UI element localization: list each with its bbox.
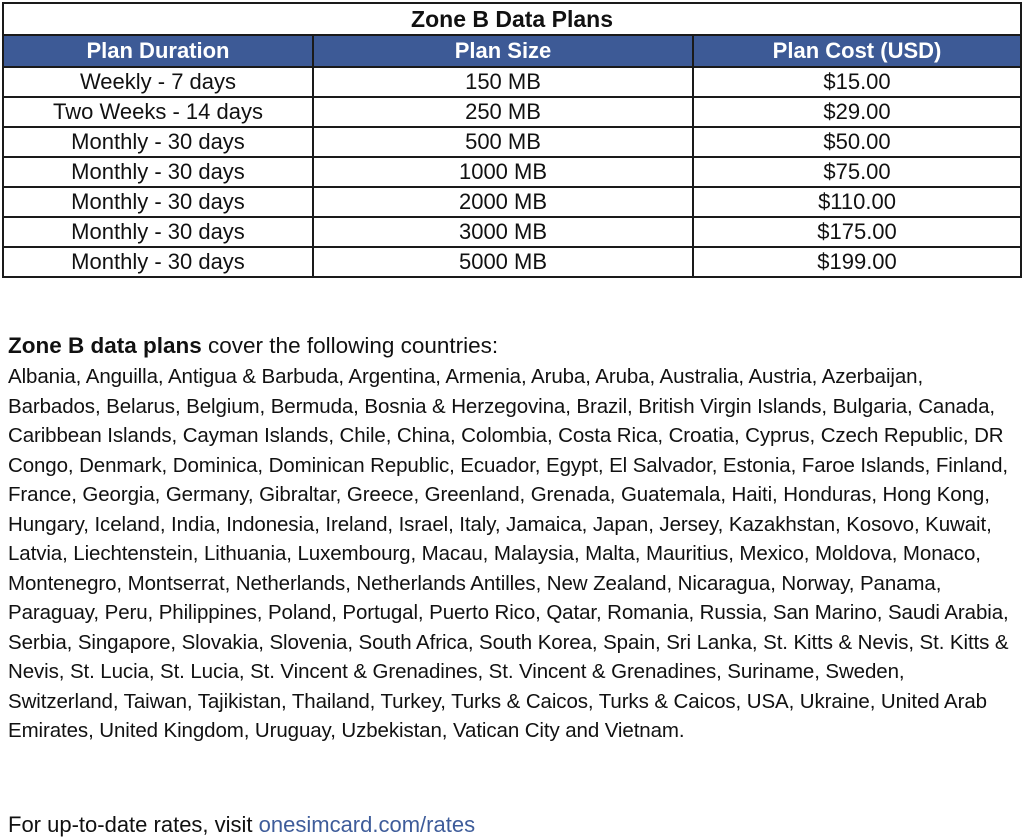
rates-link[interactable]: onesimcard.com/rates xyxy=(258,812,476,837)
cell-duration: Monthly - 30 days xyxy=(3,127,313,157)
table-row xyxy=(3,67,1021,97)
cell-cost: $15.00 xyxy=(693,67,1021,97)
cell-size: 2000 MB xyxy=(313,187,693,217)
cell-cost: $175.00 xyxy=(693,217,1021,247)
cell-size: 250 MB xyxy=(313,97,693,127)
cell-size: 1000 MB xyxy=(313,157,693,187)
table-title-row xyxy=(3,3,1021,35)
table-row xyxy=(3,187,1021,217)
table-row xyxy=(3,157,1021,187)
cell-duration: Two Weeks - 14 days xyxy=(3,97,313,127)
cell-size: 5000 MB xyxy=(313,247,693,277)
cell-size: 3000 MB xyxy=(313,217,693,247)
cell-cost: $29.00 xyxy=(693,97,1021,127)
table-header-row xyxy=(3,35,1021,67)
cell-duration: Monthly - 30 days xyxy=(3,247,313,277)
cell-size: 500 MB xyxy=(313,127,693,157)
cell-duration: Weekly - 7 days xyxy=(3,67,313,97)
cell-duration: Monthly - 30 days xyxy=(3,157,313,187)
table-title: Zone B Data Plans xyxy=(3,3,1021,35)
footer-text: For up-to-date rates, visit xyxy=(8,812,259,837)
cell-cost: $110.00 xyxy=(693,187,1021,217)
cell-cost: $50.00 xyxy=(693,127,1021,157)
country-list: Albania, Anguilla, Antigua & Barbuda, Argentina, Armenia, Aruba, Aruba, Australia, Austria, Azerbaijan, Barbados, Belarus, Belgium, Bermuda, Bosnia & Herzegovina, Brazil, British Virgin Islands, Bulgaria, Canada, Caribbean Islands, Cayman Islands, Chile, China, Colombia, Costa Rica, Croatia, Cyprus, Czech Republic, DR Congo, Denmark, Dominica, Dominican Republic, Ecuador, Egypt, El Salvador, Estonia, Faroe Islands, Finland, France, Georgia, Germany, Gibraltar, Greece, Greenland, Grenada, Guatemala, Haiti, Honduras, Hong Kong, Hungary, Iceland, India, Indonesia, Ireland, Israel, Italy, Jamaica, Japan, Jersey, Kazakhstan, Kosovo, Kuwait, Latvia, Liechtenstein, Lithuania, Luxembourg, Macau, Malaysia, Malta, Mauritius, Mexico, Moldova, Monaco, Montenegro, Montserrat, Netherlands, Netherlands Antilles, New Zealand, Nicaragua, Norway, Panama, Paraguay, Peru, Philippines, Poland, Portugal, Puerto Rico, Qatar, Romania, Russia, San Marino, Saudi Arabia, Serbia, Singapore, Slovakia, Slovenia, South Africa, South Korea, Spain, Sri Lanka, St. Kitts & Nevis, St. Kitts & Nevis, St. Lucia, St. Lucia, St. Vincent & Grenadines, St. Vincent & Grenadines, Suriname, Sweden, Switzerland, Taiwan, Tajikistan, Thailand, Turkey, Turks & Caicos, Turks & Caicos, USA, Ukraine, United Arab Emirates, United Kingdom, Uruguay, Uzbekistan, Vatican City and Vietnam. xyxy=(8,365,1009,742)
cell-cost: $75.00 xyxy=(693,157,1021,187)
coverage-section xyxy=(8,330,1016,746)
cell-duration: Monthly - 30 days xyxy=(3,187,313,217)
coverage-intro-bold: Zone B data plans xyxy=(8,333,202,358)
header-plan-cost: Plan Cost (USD) xyxy=(693,35,1021,67)
cell-cost: $199.00 xyxy=(693,247,1021,277)
table-row xyxy=(3,247,1021,277)
coverage-intro xyxy=(8,330,1016,362)
table-row xyxy=(3,97,1021,127)
header-plan-duration: Plan Duration xyxy=(3,35,313,67)
table-row xyxy=(3,127,1021,157)
header-plan-size: Plan Size xyxy=(313,35,693,67)
cell-size: 150 MB xyxy=(313,67,693,97)
coverage-intro-rest: cover the following countries: xyxy=(201,333,499,358)
table-row xyxy=(3,217,1021,247)
footer-note xyxy=(8,810,475,840)
cell-duration: Monthly - 30 days xyxy=(3,217,313,247)
plans-table xyxy=(2,2,1022,278)
